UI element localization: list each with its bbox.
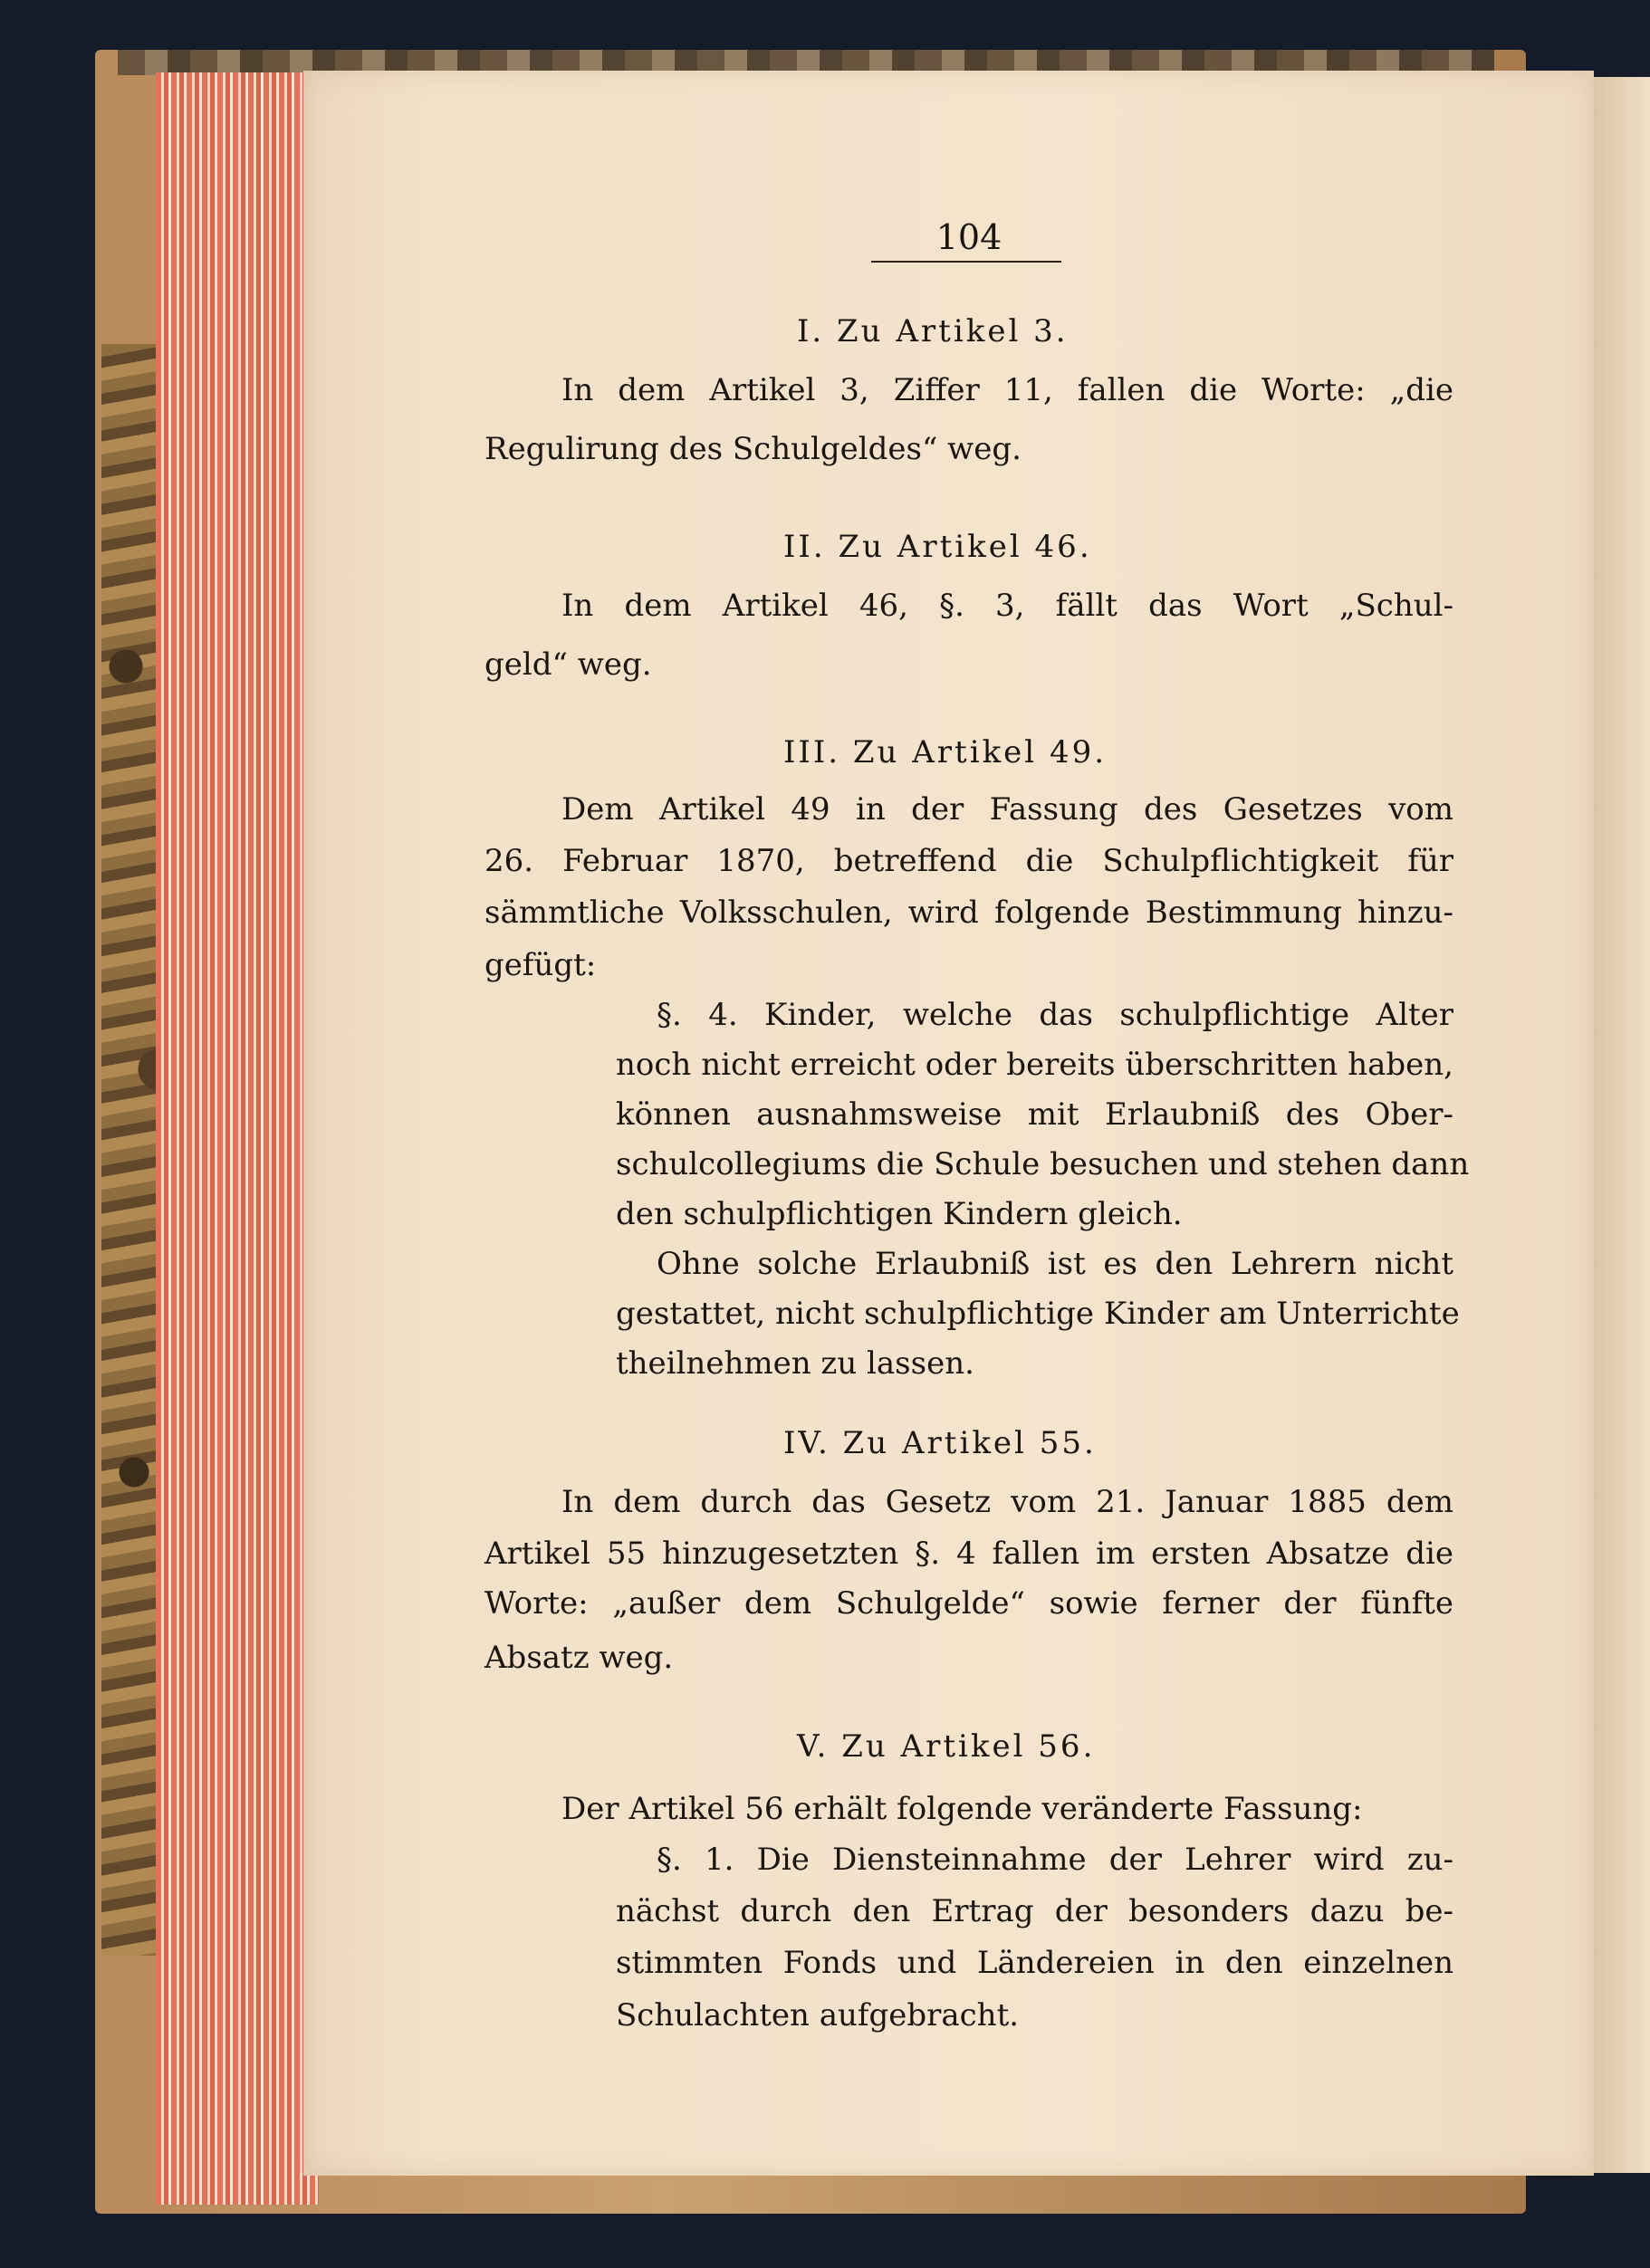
section-heading-4: IV. Zu Artikel 55. — [783, 1425, 1097, 1461]
header-rule — [871, 261, 1061, 263]
quote-3-line-7: gestattet, nicht schulpflichtige Kinder am Unterrichte — [616, 1296, 1460, 1332]
section-2-line-2: geld“ weg. — [484, 646, 652, 683]
section-1-line-2: Regulirung des Schulgeldes“ weg. — [484, 431, 1022, 467]
section-4-line-4: Absatz weg. — [484, 1640, 674, 1676]
quote-5-line-2: nächst durch den Ertrag der besonders dazu be- — [616, 1893, 1453, 1929]
quote-5-line-3: stimmten Fonds und Ländereien in den einzelnen — [616, 1945, 1453, 1981]
quote-3-line-1: §. 4. Kinder, welche das schulpflichtige Alter — [657, 997, 1453, 1033]
red-page-edges — [156, 72, 319, 2205]
section-3-line-1: Dem Artikel 49 in der Fassung des Gesetzes vom — [561, 791, 1453, 828]
section-4-line-3: Worte: „außer dem Schulgelde“ sowie ferner der fünfte — [484, 1585, 1453, 1622]
quote-5-line-1: §. 1. Die Diensteinnahme der Lehrer wird zu- — [657, 1842, 1453, 1878]
section-3-line-4: gefügt: — [484, 947, 597, 983]
section-heading-1: I. Zu Artikel 3. — [797, 313, 1069, 349]
next-page-edge — [1589, 77, 1650, 2173]
quote-3-line-8: theilnehmen zu lassen. — [616, 1345, 974, 1382]
section-heading-2: II. Zu Artikel 46. — [783, 529, 1092, 565]
quote-3-line-3: können ausnahmsweise mit Erlaubniß des Ober- — [616, 1096, 1453, 1133]
page-number: 104 — [935, 217, 1002, 257]
section-4-line-1: In dem durch das Gesetz vom 21. Januar 1885 dem — [561, 1484, 1453, 1520]
quote-5-line-4: Schulachten aufgebracht. — [616, 1997, 1020, 2034]
section-1-line-1: In dem Artikel 3, Ziffer 11, fallen die Worte: „die — [561, 372, 1453, 408]
quote-3-line-2: noch nicht erreicht oder bereits überschritten haben, — [616, 1047, 1453, 1083]
section-5-line-1: Der Artikel 56 erhält folgende veränderte Fassung: — [561, 1791, 1363, 1827]
section-heading-5: V. Zu Artikel 56. — [797, 1728, 1096, 1765]
section-4-line-2: Artikel 55 hinzugesetzten §. 4 fallen im ersten Absatze die — [484, 1536, 1453, 1572]
quote-3-line-4: schulcollegiums die Schule besuchen und stehen dann — [616, 1146, 1470, 1182]
section-3-line-3: sämmtliche Volksschulen, wird folgende Bestimmung hinzu- — [484, 895, 1453, 931]
section-3-line-2: 26. Februar 1870, betreffend die Schulpflichtigkeit für — [484, 843, 1453, 879]
section-heading-3: III. Zu Artikel 49. — [783, 734, 1108, 770]
quote-3-line-5: den schulpflichtigen Kindern gleich. — [616, 1196, 1183, 1232]
section-2-line-1: In dem Artikel 46, §. 3, fällt das Wort „Schul- — [561, 588, 1453, 624]
quote-3-line-6: Ohne solche Erlaubniß ist es den Lehrern nicht — [657, 1246, 1453, 1282]
